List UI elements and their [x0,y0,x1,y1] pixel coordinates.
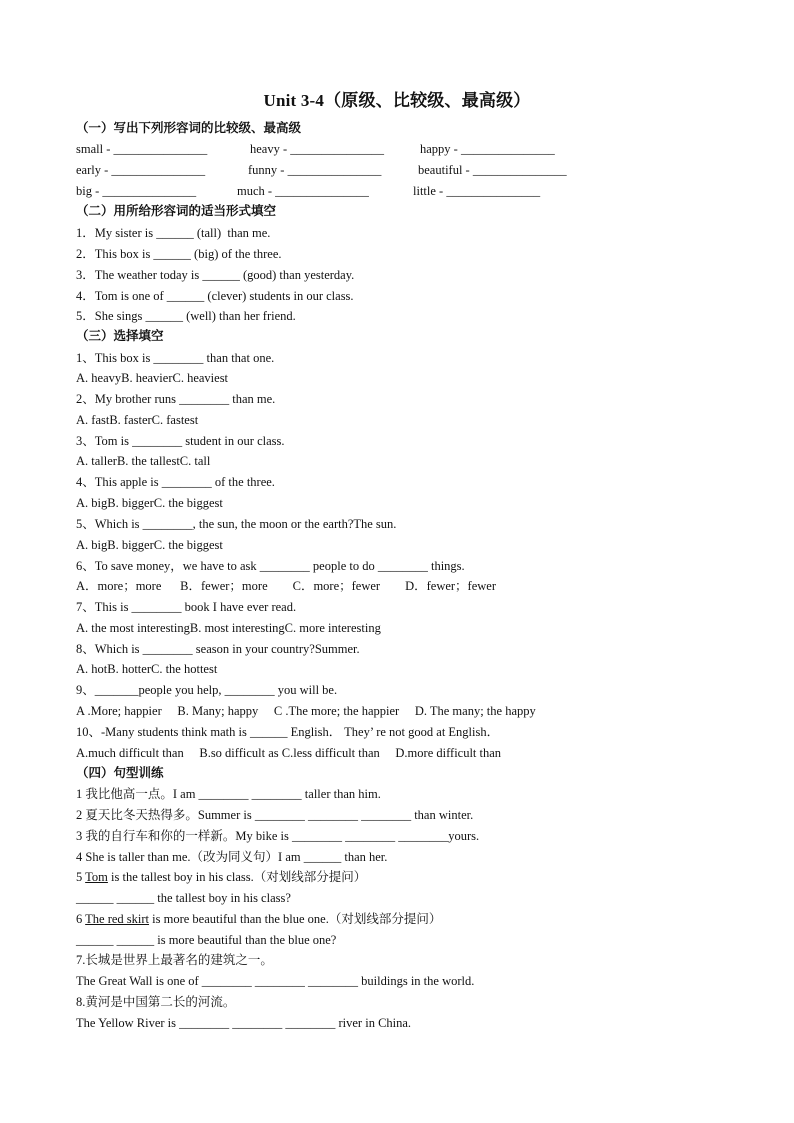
section-4-heading: （四）句型训练 [76,766,164,780]
choice-q3: 3、Tom is ________ student in our class. [76,434,285,448]
underlined-word: Tom [85,870,108,884]
choice-q7-options: A. the most interestingB. most interestingC. more interesting [76,621,381,635]
section-3-heading: （三）选择填空 [76,329,164,343]
pattern-item-8-answer: The Yellow River is ________ ________ ________ river in China. [76,1016,412,1030]
word-beautiful: beautiful - _______________ [418,163,567,177]
choice-q9: 9、_______people you help, ________ you will be. [76,683,338,697]
choice-q2: 2、My brother runs ________ than me. [76,392,276,406]
pattern-item-4: 4 She is taller than me.（改为同义句）I am ______ than her. [76,850,388,864]
pattern-item-6-answer: ______ ______ is more beautiful than the blue one? [76,933,337,947]
pattern-item-5-answer: ______ ______ the tallest boy in his class? [76,891,291,905]
choice-q6-options: A．more；more B．fewer；more C．more；fewer D．fewer；fewer [76,579,497,593]
pattern-item-6: 6 The red skirt is more beautiful than the blue one.（对划线部分提问） [76,912,442,926]
underlined-word: The red skirt [85,912,150,926]
choice-q2-options: A. fastB. fasterC. fastest [76,413,199,427]
choice-q5: 5、Which is ________, the sun, the moon or the earth?The sun. [76,517,397,531]
choice-q10: 10、-Many students think math is ______ English． They’ re not good at English． [76,725,500,739]
fill-item-3: 3．The weather today is ______ (good) than yesterday. [76,268,355,282]
choice-q7: 7、This is ________ book I have ever read. [76,600,297,614]
fill-item-5: 5．She sings ______ (well) than her friend. [76,309,296,323]
word-little: little - _______________ [413,184,541,198]
pattern-item-2: 2 夏天比冬天热得多。Summer is ________ ________ ________ than winter. [76,808,474,822]
choice-q4-options: A. bigB. biggerC. the biggest [76,496,223,510]
pattern-item-1: 1 我比他高一点。I am ________ ________ taller than him. [76,787,381,801]
choice-q9-options: A .More; happier B. Many; happy C .The more; the happier D. The many; the happy [76,704,536,718]
choice-q3-options: A. tallerB. the tallestC. tall [76,454,211,468]
choice-q6: 6、To save money，we have to ask ________ people to do ________ things. [76,559,465,573]
choice-q10-options: A.much difficult than B.so difficult as C.less difficult than D.more difficult than [76,746,502,760]
choice-q5-options: A. bigB. biggerC. the biggest [76,538,223,552]
fill-item-2: 2．This box is ______ (big) of the three. [76,247,282,261]
pattern-item-8: 8.黄河是中国第二长的河流。 [76,995,236,1009]
word-early: early - _______________ [76,163,206,177]
page-title: Unit 3-4（原级、比较级、最高级） [263,91,531,110]
fill-item-1: 1．My sister is ______ (tall) than me. [76,226,271,240]
word-big: big - _______________ [76,184,197,198]
choice-q4: 4、This apple is ________ of the three. [76,475,275,489]
word-small: small - _______________ [76,142,208,156]
section-1-heading: （一）写出下列形容词的比较级、最高级 [76,121,302,135]
word-much: much - _______________ [237,184,369,198]
fill-item-4: 4．Tom is one of ______ (clever) students in our class. [76,289,354,303]
section-2-heading: （二）用所给形容词的适当形式填空 [76,204,277,218]
pattern-item-5: 5 Tom is the tallest boy in his class.（对划线部分提问） [76,870,367,884]
word-happy: happy - _______________ [420,142,555,156]
pattern-item-7: 7.长城是世界上最著名的建筑之一。 [76,953,273,967]
word-heavy: heavy - _______________ [250,142,385,156]
word-funny: funny - _______________ [248,163,382,177]
choice-q8: 8、Which is ________ season in your country?Summer. [76,642,360,656]
pattern-item-7-answer: The Great Wall is one of ________ ________ ________ buildings in the world. [76,974,475,988]
choice-q1: 1、This box is ________ than that one. [76,351,275,365]
choice-q8-options: A. hotB. hotterC. the hottest [76,662,218,676]
pattern-item-3: 3 我的自行车和你的一样新。My bike is ________ ________ ________yours. [76,829,480,843]
choice-q1-options: A. heavyB. heavierC. heaviest [76,371,229,385]
